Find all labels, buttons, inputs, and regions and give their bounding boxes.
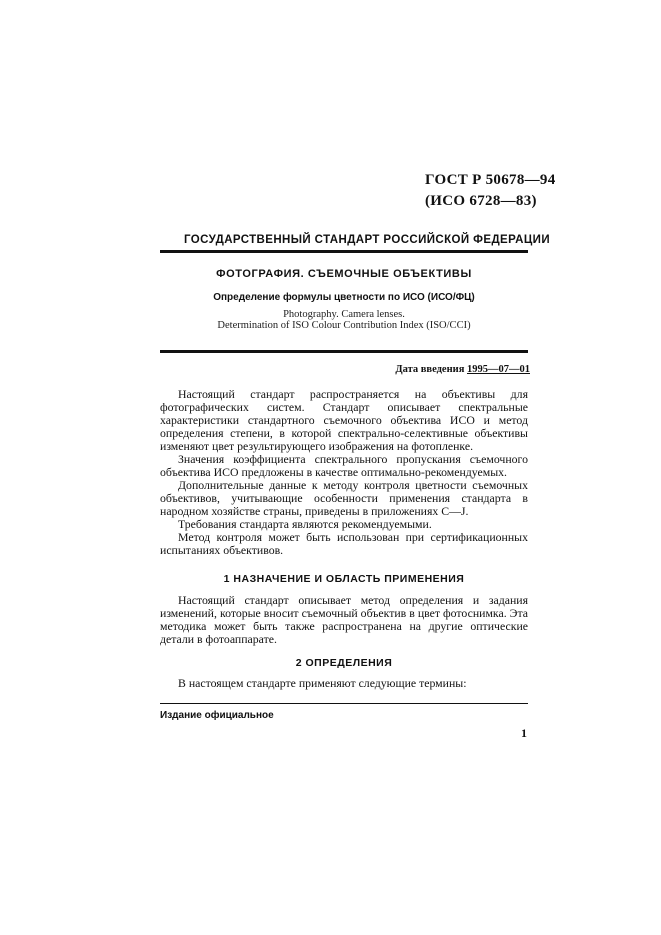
section-2-heading: 2 ОПРЕДЕЛЕНИЯ [295, 657, 393, 669]
middle-rule [160, 350, 528, 353]
paragraph: В настоящем стандарте применяют следующие термины: [178, 676, 467, 690]
english-title-line1: Photography. Camera lenses. [283, 309, 405, 320]
english-title-line2: Determination of ISO Colour Contribution Index (ISO/CCI) [217, 320, 471, 331]
intro-text [160, 388, 528, 557]
section-1-text [160, 594, 528, 646]
paragraph: Требования стандарта являются рекомендуемыми. [178, 517, 432, 531]
paragraph: Настоящий стандарт описывает метод определения и задания изменений, которые вносит съемочный объектив в цвет фотоснимка. Эта методика может быть также распространена на другие оптические детали в фотоаппарате. [160, 593, 528, 646]
paragraph: Метод контроля может быть использован при сертификационных испытаниях объективов. [160, 530, 528, 557]
date-value: 1995—07—01 [467, 364, 530, 375]
gost-number: ГОСТ Р 50678—94 [425, 172, 556, 188]
edition-label: Издание официальное [160, 710, 274, 721]
footer-rule [160, 703, 528, 704]
paragraph: Значения коэффициента спектрального пропускания съемочного объектива ИСО предложены в качестве оптимально-рекомендуемых. [160, 452, 528, 479]
date-label: Дата введения [395, 364, 465, 375]
section-1-heading: 1 НАЗНАЧЕНИЕ И ОБЛАСТЬ ПРИМЕНЕНИЯ [223, 573, 465, 585]
document-subtitle: Определение формулы цветности по ИСО (ИСО/ФЦ) [213, 292, 475, 303]
paragraph: Дополнительные данные к методу контроля цветности съемочных объективов, учитывающие особенности применения стандарта в народном хозяйстве страны, приведены в приложениях С—J. [160, 478, 528, 518]
section-2-text [160, 677, 528, 690]
iso-number: (ИСО 6728—83) [425, 193, 537, 209]
top-rule [160, 250, 528, 253]
document-title: ФОТОГРАФИЯ. СЪЕМОЧНЫЕ ОБЪЕКТИВЫ [216, 268, 472, 280]
paragraph: Настоящий стандарт распространяется на объективы для фотографических систем. Стандарт описывает спектральные характеристики стандартного съемочного объектива ИСО и метод определения степени, в которой спектрально-селективные объективы изменяют цвет результирующего изображения на фотопленке. [160, 387, 528, 453]
introduction-date [360, 364, 530, 375]
page-number: 1 [521, 726, 527, 740]
state-standard-title: ГОСУДАРСТВЕННЫЙ СТАНДАРТ РОССИЙСКОЙ ФЕДЕРАЦИИ [184, 234, 551, 246]
